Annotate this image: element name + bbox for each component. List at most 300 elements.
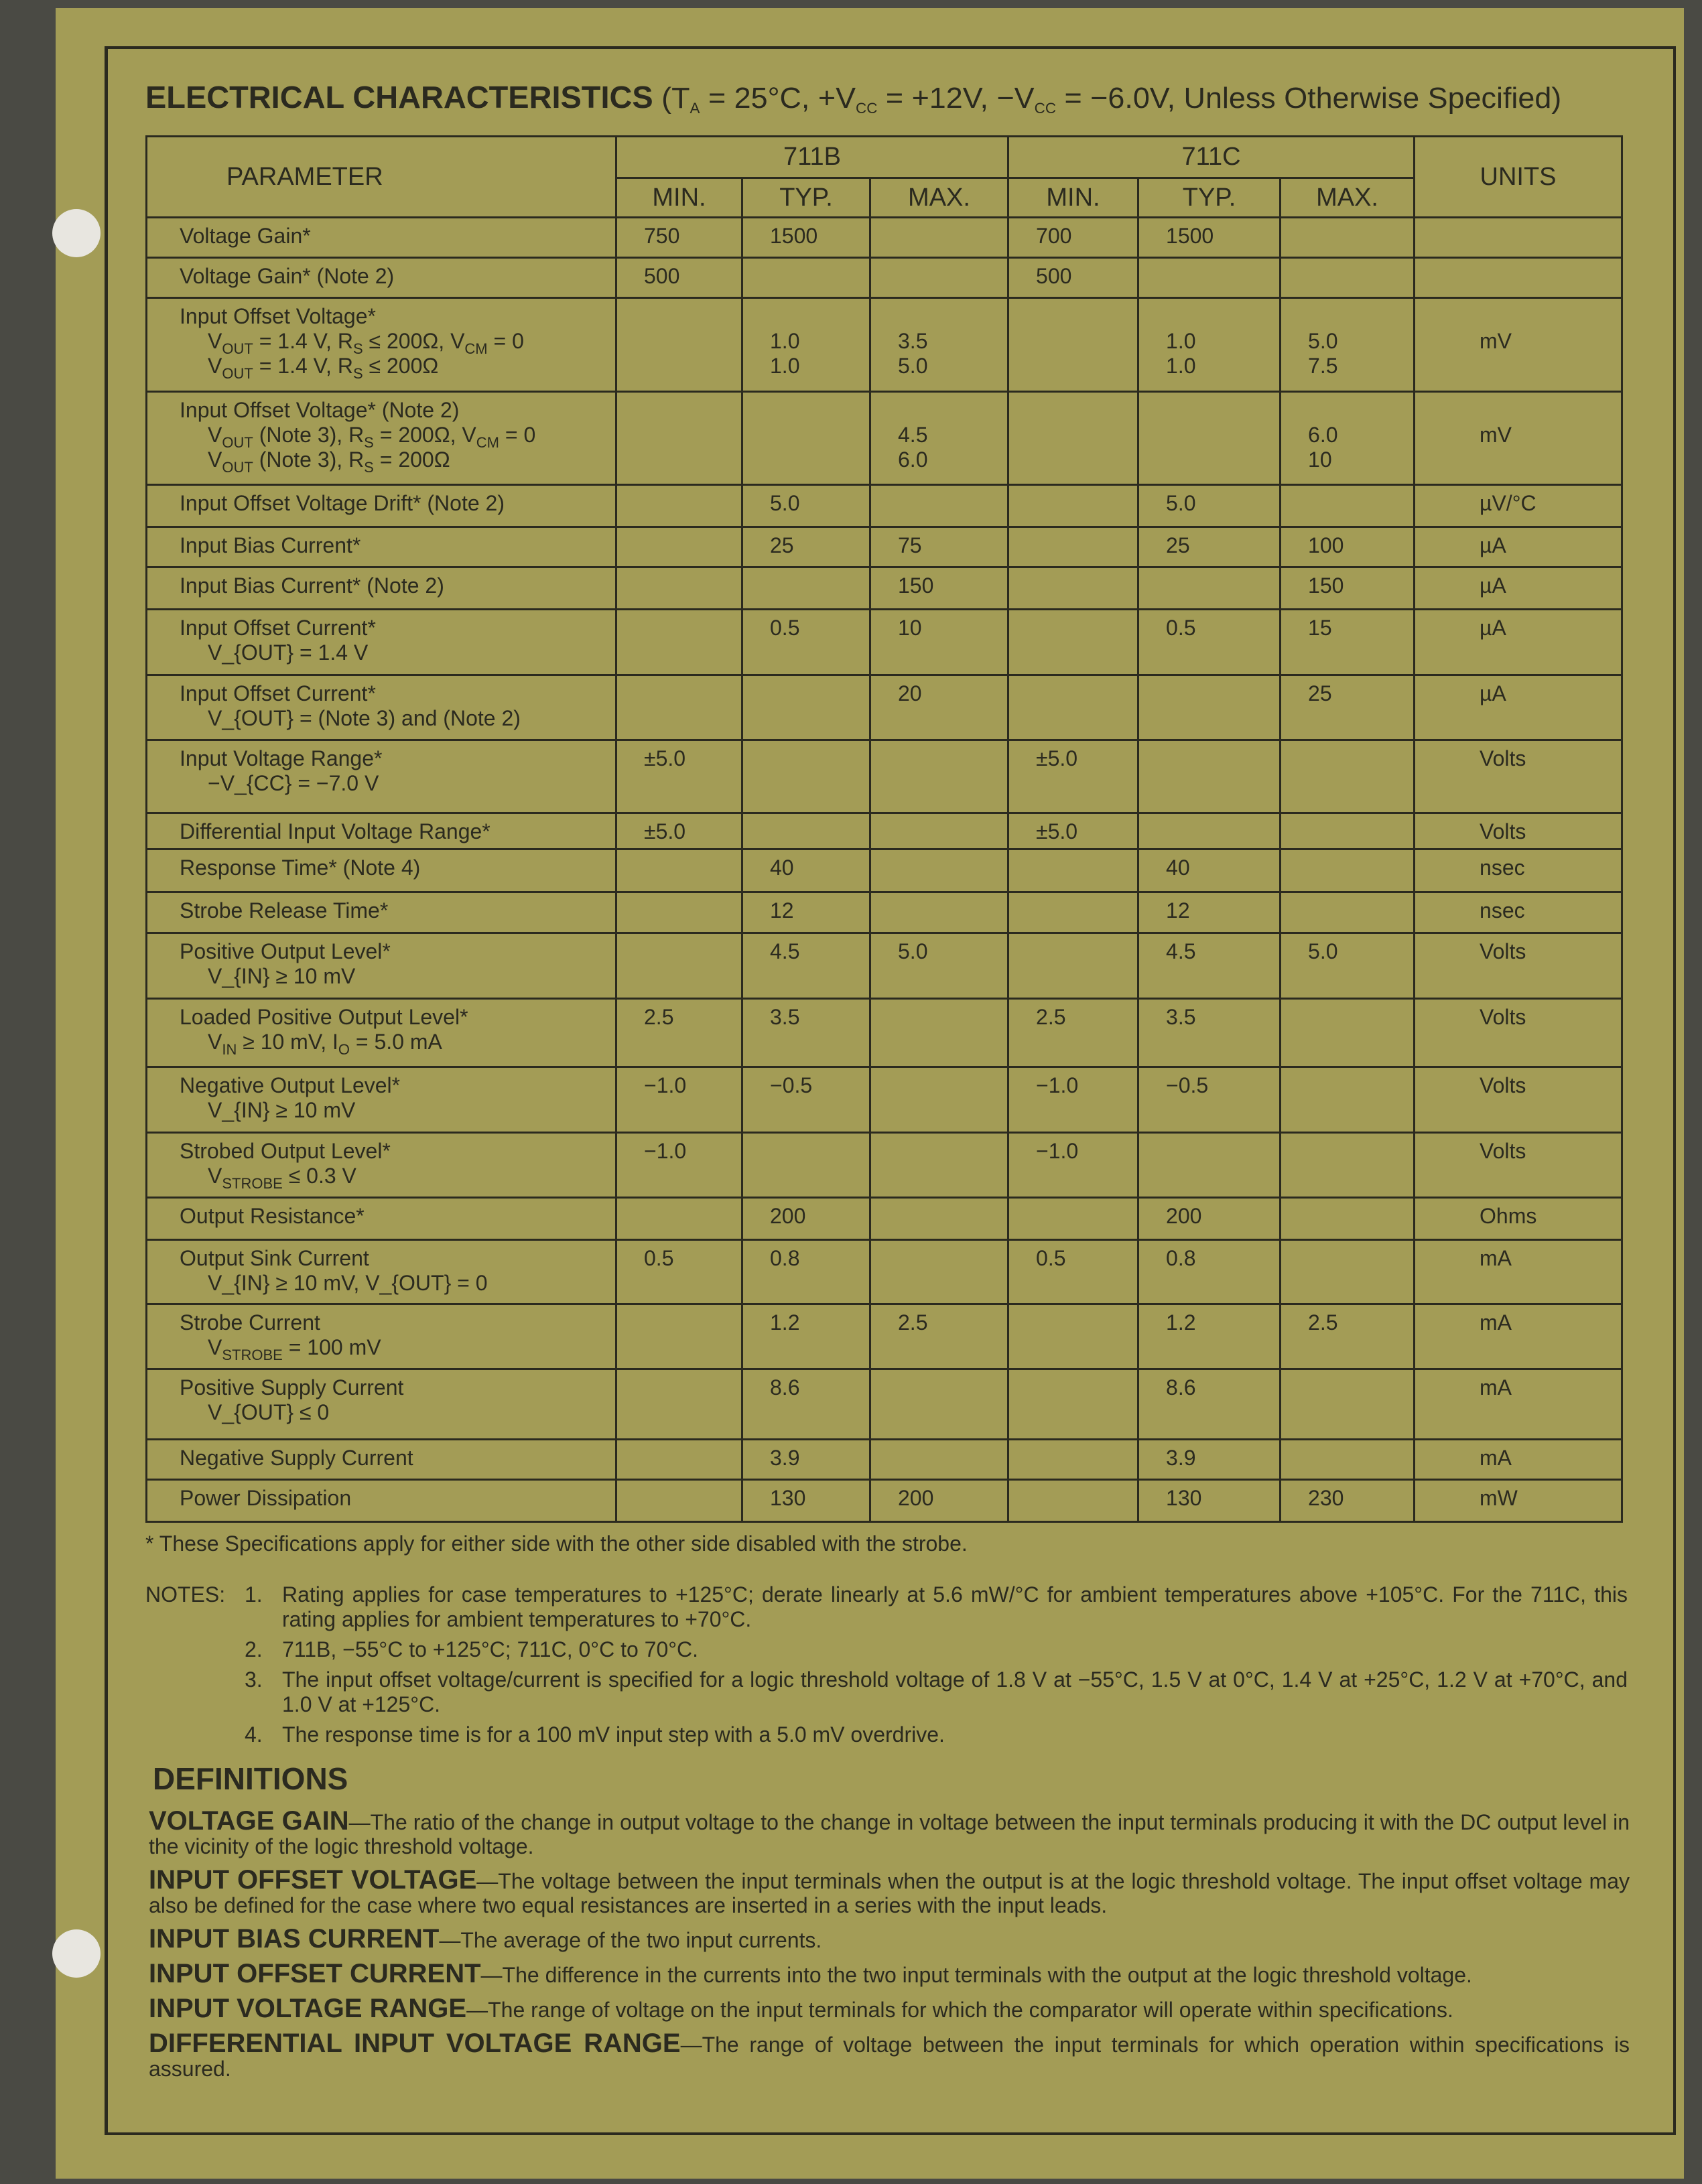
value-711b-typ: 1.2 xyxy=(742,1304,870,1369)
parameter-cell xyxy=(147,1480,616,1522)
value-711c-max: 25 xyxy=(1281,675,1415,740)
subscript: O xyxy=(338,1041,350,1058)
definition-item xyxy=(149,2031,1630,2081)
units-cell: Volts xyxy=(1415,933,1622,999)
parameter-condition: $V_{IN} \ge 10$ mV, $I_O = 5.0$ mA xyxy=(208,1030,442,1058)
parameter-name: Input Offset Current* xyxy=(180,616,376,640)
value-711b-min xyxy=(616,610,742,675)
value-711b-min: −1.0 xyxy=(616,1067,742,1133)
value-711b-max xyxy=(870,1440,1008,1480)
value-711b-min xyxy=(616,485,742,527)
parameter-condition: −V_{CC} = −7.0 V xyxy=(208,771,379,795)
value-711c-max xyxy=(1281,1198,1415,1240)
value-711c-max xyxy=(1281,485,1415,527)
value-711b-min xyxy=(616,933,742,999)
value-711b-max xyxy=(870,218,1008,258)
definition-item xyxy=(149,1806,1630,1858)
value-711b-min xyxy=(616,1369,742,1440)
parameter-cell xyxy=(147,567,616,610)
value-711c-typ: 200 xyxy=(1138,1198,1281,1240)
table-row xyxy=(147,933,1622,999)
parameter-name: Strobe Current xyxy=(180,1310,320,1335)
value-711c-max xyxy=(1281,999,1415,1067)
subscript: S xyxy=(364,459,374,476)
subscript: IN xyxy=(222,1041,237,1058)
value-711c-min xyxy=(1008,527,1138,567)
units-cell: Ohms xyxy=(1415,1198,1622,1240)
value-711b-typ xyxy=(742,1133,870,1198)
value-711b-typ xyxy=(742,567,870,610)
table-row xyxy=(147,675,1622,740)
parameter-name: Differential Input Voltage Range* xyxy=(180,819,490,843)
parameter-cell xyxy=(147,849,616,892)
table-row xyxy=(147,1067,1622,1133)
table-row xyxy=(147,892,1622,933)
parameter-cell xyxy=(147,610,616,675)
parameter-cell xyxy=(147,1133,616,1198)
subscript: CC xyxy=(1034,100,1057,117)
value-711c-min xyxy=(1008,1304,1138,1369)
table-row xyxy=(147,218,1622,258)
subscript: S xyxy=(352,365,363,382)
notes-label xyxy=(145,1722,245,1747)
note-number: 4. xyxy=(245,1722,263,1747)
units-cell: nsec xyxy=(1415,892,1622,933)
value-711c-min: 700 xyxy=(1008,218,1138,258)
value-711b-min xyxy=(616,1198,742,1240)
parameter-name: Output Sink Current xyxy=(180,1246,369,1270)
subscript: CM xyxy=(476,434,499,451)
value-711b-typ: 1.0 1.0 xyxy=(742,298,870,392)
value-711b-typ xyxy=(742,813,870,849)
units-cell: µA xyxy=(1415,527,1622,567)
definition-text: —The voltage between the input terminals when the output is at the logic threshold voltage. The input offset voltage may also be defined for the case where two equal resistances are inserted in a series with the input leads. xyxy=(149,1869,1630,1917)
value-711c-min: −1.0 xyxy=(1008,1067,1138,1133)
parameter-condition: $V_{STROBE} \le 0.3$ V xyxy=(208,1164,356,1192)
table-row xyxy=(147,999,1622,1067)
value-711c-typ xyxy=(1138,567,1281,610)
parameter-name: Input Offset Voltage* (Note 2) xyxy=(180,398,460,422)
value-711c-max: 100 xyxy=(1281,527,1415,567)
title-main: ELECTRICAL CHARACTERISTICS xyxy=(145,80,653,115)
value-711c-min xyxy=(1008,933,1138,999)
table-row xyxy=(147,849,1622,892)
value-711b-max: 3.5 5.0 xyxy=(870,298,1008,392)
parameter-name: Negative Output Level* xyxy=(180,1073,401,1097)
value-711b-typ: 40 xyxy=(742,849,870,892)
value-711b-typ: 3.9 xyxy=(742,1440,870,1480)
header-711b: 711B xyxy=(616,137,1008,178)
value-711b-typ xyxy=(742,675,870,740)
parameter-cell xyxy=(147,1240,616,1304)
definition-text: —The range of voltage on the input terminals for which the comparator will operate within specifications. xyxy=(466,1998,1453,2022)
value-711c-typ xyxy=(1138,1133,1281,1198)
value-711b-max xyxy=(870,1133,1008,1198)
value-711c-max xyxy=(1281,740,1415,813)
value-711b-max: 150 xyxy=(870,567,1008,610)
parameter-name: Negative Supply Current xyxy=(180,1446,413,1470)
value-711b-max xyxy=(870,999,1008,1067)
value-711c-typ xyxy=(1138,813,1281,849)
header-parameter: PARAMETER xyxy=(147,137,616,218)
units-cell: mV xyxy=(1415,298,1622,392)
units-cell xyxy=(1415,218,1622,258)
value-711b-typ: 3.5 xyxy=(742,999,870,1067)
value-711c-min: 2.5 xyxy=(1008,999,1138,1067)
value-711c-max xyxy=(1281,1440,1415,1480)
value-711b-max: 200 xyxy=(870,1480,1008,1522)
note-number: 2. xyxy=(245,1637,263,1661)
table-row xyxy=(147,813,1622,849)
value-711c-typ: 1500 xyxy=(1138,218,1281,258)
value-711c-typ: 130 xyxy=(1138,1480,1281,1522)
definition-item xyxy=(149,1996,1630,2022)
value-711b-typ: −0.5 xyxy=(742,1067,870,1133)
value-711c-min: −1.0 xyxy=(1008,1133,1138,1198)
header-max: MAX. xyxy=(870,178,1008,218)
note-text: Rating applies for case temperatures to +125°C; derate linearly at 5.6 mW/°C for ambient temperatures above +105°C. For the 711C, this rating applies for ambient temperatures to +70°C. xyxy=(282,1582,1628,1631)
parameter-name: Input Offset Current* xyxy=(180,681,376,705)
value-711b-typ: 5.0 xyxy=(742,485,870,527)
table-row xyxy=(147,1198,1622,1240)
units-cell: nsec xyxy=(1415,849,1622,892)
parameter-condition: V_{IN} ≥ 10 mV, V_{OUT} = 0 xyxy=(208,1271,488,1295)
note-item xyxy=(145,1582,1628,1632)
value-711c-max xyxy=(1281,813,1415,849)
note-item xyxy=(145,1637,1628,1662)
header-max: MAX. xyxy=(1281,178,1415,218)
subscript: A xyxy=(690,100,700,117)
value-711c-typ: 4.5 xyxy=(1138,933,1281,999)
value-711b-typ: 4.5 xyxy=(742,933,870,999)
subscript: CM xyxy=(464,340,488,357)
table-row xyxy=(147,527,1622,567)
value-711b-min: 0.5 xyxy=(616,1240,742,1304)
units-cell: Volts xyxy=(1415,999,1622,1067)
definition-item xyxy=(149,1924,1630,1954)
subscript: OUT xyxy=(222,459,253,476)
value-711c-typ xyxy=(1138,392,1281,485)
parameter-name: Positive Output Level* xyxy=(180,939,391,963)
parameter-cell xyxy=(147,392,616,485)
value-711c-min xyxy=(1008,892,1138,933)
parameter-name: Input Offset Voltage Drift* (Note 2) xyxy=(180,491,505,515)
value-711c-typ: 1.0 1.0 xyxy=(1138,298,1281,392)
value-711c-min xyxy=(1008,675,1138,740)
parameter-name: Power Dissipation xyxy=(180,1486,352,1510)
parameter-name: Voltage Gain* (Note 2) xyxy=(180,264,395,288)
units-cell: Volts xyxy=(1415,1133,1622,1198)
value-711b-max xyxy=(870,892,1008,933)
table-row xyxy=(147,1240,1622,1304)
value-711b-max: 10 xyxy=(870,610,1008,675)
note-number: 3. xyxy=(245,1667,263,1692)
value-711c-typ: 5.0 xyxy=(1138,485,1281,527)
value-711c-min: 500 xyxy=(1008,258,1138,298)
units-cell: µA xyxy=(1415,610,1622,675)
definition-text: —The difference in the currents into the two input terminals with the output at the logic threshold voltage. xyxy=(480,1963,1472,1987)
units-cell: mA xyxy=(1415,1304,1622,1369)
parameter-name: Positive Supply Current xyxy=(180,1375,404,1400)
value-711b-typ: 200 xyxy=(742,1198,870,1240)
value-711b-max xyxy=(870,849,1008,892)
section-title xyxy=(145,79,1561,115)
table-row xyxy=(147,298,1622,392)
value-711c-min xyxy=(1008,567,1138,610)
units-cell: mA xyxy=(1415,1369,1622,1440)
parameter-condition: V_{OUT} ≤ 0 xyxy=(208,1400,330,1424)
value-711c-min xyxy=(1008,1198,1138,1240)
value-711c-max: 150 xyxy=(1281,567,1415,610)
units-cell: Volts xyxy=(1415,1067,1622,1133)
units-cell: mA xyxy=(1415,1240,1622,1304)
notes-label xyxy=(145,1637,245,1662)
subscript: S xyxy=(364,434,374,451)
value-711c-max xyxy=(1281,1133,1415,1198)
parameter-condition: $V_{OUT} = 1.4$ V, $R_S \le 200\Omega$, $V_{CM} = 0$ xyxy=(208,329,524,357)
value-711c-max: 5.0 xyxy=(1281,933,1415,999)
header-units: UNITS xyxy=(1415,137,1622,218)
table-row xyxy=(147,1369,1622,1440)
notes-label xyxy=(145,1667,245,1717)
title-conditions: ($T_A = 25^\circ C$, $+V_{CC} = +12V$, $-V_{CC} = -6.0V$, Unless Otherwise Specified) xyxy=(661,82,1562,117)
value-711c-min xyxy=(1008,849,1138,892)
parameter-cell xyxy=(147,999,616,1067)
parameter-name: Strobe Release Time* xyxy=(180,898,389,923)
table-row xyxy=(147,1304,1622,1369)
table-row xyxy=(147,1440,1622,1480)
definition-item xyxy=(149,1959,1630,1988)
parameter-condition: $V_{OUT}$ (Note 3), $R_S = 200\Omega$, $V_{CM} = 0$ xyxy=(208,423,536,451)
parameter-cell xyxy=(147,675,616,740)
value-711c-min xyxy=(1008,298,1138,392)
units-cell: mA xyxy=(1415,1440,1622,1480)
definition-term: INPUT VOLTAGE RANGE xyxy=(149,1994,467,2023)
value-711c-typ: 8.6 xyxy=(1138,1369,1281,1440)
table-row xyxy=(147,610,1622,675)
value-711b-min xyxy=(616,527,742,567)
note-text: The input offset voltage/current is specified for a logic threshold voltage of 1.8 V at −55°C, 1.5 V at 0°C, 1.4 V at +25°C, 1.2 V at +70°C, and 1.0 V at +125°C. xyxy=(282,1667,1628,1716)
parameter-cell xyxy=(147,258,616,298)
subscript: STROBE xyxy=(222,1347,283,1363)
parameter-condition: V_{OUT} = 1.4 V xyxy=(208,640,369,665)
value-711b-min: ±5.0 xyxy=(616,740,742,813)
value-711c-min xyxy=(1008,1369,1138,1440)
units-cell: Volts xyxy=(1415,813,1622,849)
definition-text: —The average of the two input currents. xyxy=(439,1928,822,1952)
value-711c-min xyxy=(1008,485,1138,527)
header-min: MIN. xyxy=(616,178,742,218)
value-711b-typ xyxy=(742,392,870,485)
value-711c-min: 0.5 xyxy=(1008,1240,1138,1304)
units-cell: µA xyxy=(1415,567,1622,610)
value-711b-max xyxy=(870,258,1008,298)
value-711c-max xyxy=(1281,1067,1415,1133)
value-711b-typ xyxy=(742,258,870,298)
subscript: STROBE xyxy=(222,1175,283,1192)
parameter-name: Input Bias Current* (Note 2) xyxy=(180,573,444,598)
value-711c-min xyxy=(1008,392,1138,485)
value-711b-min xyxy=(616,675,742,740)
value-711c-typ: 40 xyxy=(1138,849,1281,892)
footnote: * These Specifications apply for either side with the other side disabled with the strobe. xyxy=(145,1531,968,1556)
value-711c-max: 2.5 xyxy=(1281,1304,1415,1369)
value-711b-min: 2.5 xyxy=(616,999,742,1067)
value-711c-typ: 12 xyxy=(1138,892,1281,933)
value-711b-typ: 130 xyxy=(742,1480,870,1522)
value-711b-min xyxy=(616,1480,742,1522)
parameter-cell xyxy=(147,1198,616,1240)
note-item xyxy=(145,1667,1628,1717)
value-711b-typ xyxy=(742,740,870,813)
value-711c-max xyxy=(1281,218,1415,258)
value-711c-typ: 3.9 xyxy=(1138,1440,1281,1480)
value-711c-typ: 0.5 xyxy=(1138,610,1281,675)
parameter-cell xyxy=(147,813,616,849)
definition-term: INPUT BIAS CURRENT xyxy=(149,1924,440,1954)
notes-label: NOTES: xyxy=(145,1582,226,1607)
value-711c-min xyxy=(1008,1440,1138,1480)
value-711c-typ: 1.2 xyxy=(1138,1304,1281,1369)
definitions-heading: DEFINITIONS xyxy=(153,1761,348,1796)
parameter-cell xyxy=(147,892,616,933)
value-711b-max xyxy=(870,1067,1008,1133)
value-711c-min xyxy=(1008,1480,1138,1522)
definition-term: VOLTAGE GAIN xyxy=(149,1806,349,1836)
definition-term: INPUT OFFSET VOLTAGE xyxy=(149,1865,477,1895)
value-711b-min xyxy=(616,392,742,485)
parameter-cell xyxy=(147,218,616,258)
parameter-name: Loaded Positive Output Level* xyxy=(180,1005,468,1029)
value-711b-typ: 0.8 xyxy=(742,1240,870,1304)
parameter-cell xyxy=(147,1369,616,1440)
note-item xyxy=(145,1722,1628,1747)
notes xyxy=(145,1582,1628,1753)
value-711b-max xyxy=(870,1198,1008,1240)
definition-term: DIFFERENTIAL INPUT VOLTAGE RANGE xyxy=(149,2029,681,2058)
value-711c-min: ±5.0 xyxy=(1008,740,1138,813)
value-711c-typ: 25 xyxy=(1138,527,1281,567)
value-711b-min xyxy=(616,567,742,610)
definition-text: —The range of voltage between the input terminals for which operation within specifications is assured. xyxy=(149,2033,1630,2081)
value-711b-min: 750 xyxy=(616,218,742,258)
table-row xyxy=(147,567,1622,610)
parameter-condition: $V_{OUT}$ (Note 3), $R_S = 200\Omega$ xyxy=(208,448,450,476)
value-711b-min: ±5.0 xyxy=(616,813,742,849)
value-711c-max: 15 xyxy=(1281,610,1415,675)
binder-hole xyxy=(52,209,101,257)
value-711c-max: 5.0 7.5 xyxy=(1281,298,1415,392)
subscript: OUT xyxy=(222,340,253,357)
value-711c-max xyxy=(1281,258,1415,298)
value-711c-min xyxy=(1008,610,1138,675)
definition-term: INPUT OFFSET CURRENT xyxy=(149,1959,481,1988)
value-711b-max: 5.0 xyxy=(870,933,1008,999)
value-711b-min: −1.0 xyxy=(616,1133,742,1198)
units-cell xyxy=(1415,258,1622,298)
definitions xyxy=(149,1806,1630,2090)
parameter-condition: V_{IN} ≥ 10 mV xyxy=(208,964,356,988)
parameter-cell xyxy=(147,527,616,567)
subscript: OUT xyxy=(222,365,253,382)
value-711b-typ: 12 xyxy=(742,892,870,933)
parameter-condition: V_{IN} ≥ 10 mV xyxy=(208,1098,356,1122)
parameter-name: Input Bias Current* xyxy=(180,533,361,557)
parameter-cell xyxy=(147,485,616,527)
header-typ: TYP. xyxy=(742,178,870,218)
binder-hole xyxy=(52,1929,101,1978)
value-711b-max xyxy=(870,740,1008,813)
parameter-name: Response Time* (Note 4) xyxy=(180,856,421,880)
parameter-condition: $V_{STROBE} = 100$ mV xyxy=(208,1335,381,1363)
definition-item xyxy=(149,1865,1630,1917)
header-min: MIN. xyxy=(1008,178,1138,218)
value-711b-max xyxy=(870,1369,1008,1440)
parameter-name: Voltage Gain* xyxy=(180,224,311,248)
value-711c-typ xyxy=(1138,675,1281,740)
parameter-cell xyxy=(147,1304,616,1369)
subscript: OUT xyxy=(222,434,253,451)
value-711b-typ: 8.6 xyxy=(742,1369,870,1440)
table-row xyxy=(147,485,1622,527)
value-711c-typ: 0.8 xyxy=(1138,1240,1281,1304)
value-711c-typ: −0.5 xyxy=(1138,1067,1281,1133)
parameter-name: Output Resistance* xyxy=(180,1204,365,1228)
units-cell: Volts xyxy=(1415,740,1622,813)
parameter-cell xyxy=(147,1440,616,1480)
value-711b-max xyxy=(870,813,1008,849)
value-711c-max: 6.0 10 xyxy=(1281,392,1415,485)
value-711c-min: ±5.0 xyxy=(1008,813,1138,849)
value-711c-max xyxy=(1281,1369,1415,1440)
value-711b-max xyxy=(870,485,1008,527)
parameter-cell xyxy=(147,298,616,392)
value-711c-max xyxy=(1281,892,1415,933)
table-row xyxy=(147,1480,1622,1522)
parameter-cell xyxy=(147,740,616,813)
units-cell: mW xyxy=(1415,1480,1622,1522)
value-711b-max xyxy=(870,1240,1008,1304)
value-711c-typ: 3.5 xyxy=(1138,999,1281,1067)
definition-text: —The ratio of the change in output voltage to the change in voltage between the input terminals producing it with the DC output level in the vicinity of the logic threshold voltage. xyxy=(149,1810,1630,1858)
value-711b-typ: 1500 xyxy=(742,218,870,258)
parameter-cell xyxy=(147,933,616,999)
value-711b-min xyxy=(616,892,742,933)
note-number: 1. xyxy=(245,1582,263,1607)
table-row xyxy=(147,1133,1622,1198)
electrical-characteristics-table xyxy=(145,135,1623,1523)
parameter-name: Strobed Output Level* xyxy=(180,1139,391,1163)
value-711c-typ xyxy=(1138,740,1281,813)
value-711b-max: 4.5 6.0 xyxy=(870,392,1008,485)
table-row xyxy=(147,258,1622,298)
value-711b-min xyxy=(616,1304,742,1369)
parameter-name: Input Offset Voltage* xyxy=(180,304,376,328)
header-typ: TYP. xyxy=(1138,178,1281,218)
value-711b-min xyxy=(616,298,742,392)
value-711c-max xyxy=(1281,1240,1415,1304)
units-cell: mV xyxy=(1415,392,1622,485)
note-text: 711B, −55°C to +125°C; 711C, 0°C to 70°C. xyxy=(282,1637,699,1661)
value-711b-min xyxy=(616,1440,742,1480)
subscript: S xyxy=(352,340,363,357)
value-711b-min: 500 xyxy=(616,258,742,298)
value-711b-max: 20 xyxy=(870,675,1008,740)
note-text: The response time is for a 100 mV input step with a 5.0 mV overdrive. xyxy=(282,1722,945,1747)
units-cell: µA xyxy=(1415,675,1622,740)
value-711b-min xyxy=(616,849,742,892)
parameter-cell xyxy=(147,1067,616,1133)
